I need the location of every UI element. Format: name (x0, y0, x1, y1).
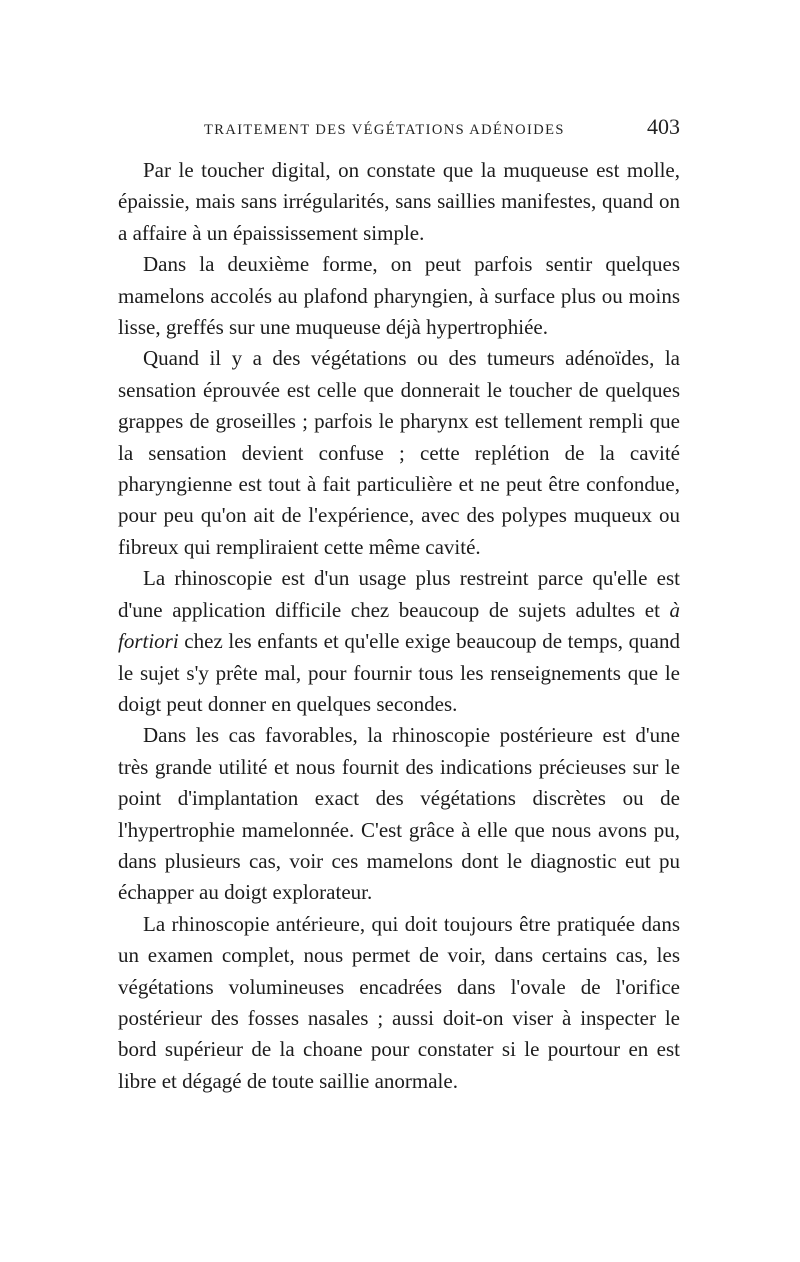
paragraph-3: Quand il y a des végétations ou des tumeurs adénoïdes, la sensation éprouvée est celle que donnerait le toucher de quelques grappes de groseilles ; parfois le pharynx est tellement rempli que la sensation devient confuse ; cette replétion de la cavité pharyngienne est tout à fait particulière et ne peut être confondue, pour peu qu'on ait de l'expérience, avec des polypes muqueux ou fibreux qui rempliraient cette même cavité. (118, 346, 680, 559)
paragraph-4 (118, 563, 680, 720)
paragraph-4-text-before: La rhinoscopie est d'un usage plus restreint parce qu'elle est d'une application difficile chez beaucoup de sujets adultes et (118, 566, 680, 622)
paragraph-4-italic: à fortiori (118, 597, 680, 654)
paragraph-6: La rhinoscopie antérieure, qui doit toujours être pratiquée dans un examen complet, nous permet de voir, dans certains cas, les végétations volumineuses encadrées dans l'ovale de l'orifice postérieur des fosses nasales ; aussi doit-on viser à inspecter le bord supérieur de la choane pour constater si le pourtour en est libre et dégagé de toute saillie anormale. (118, 911, 680, 1093)
running-head (118, 114, 680, 144)
paragraph-2: Dans la deuxième forme, on peut parfois sentir quelques mamelons accolés au plafond pharyngien, à surface plus ou moins lisse, greffés sur une muqueuse déjà hypertrophiée. (118, 252, 680, 340)
paragraph-1: Par le toucher digital, on constate que la muqueuse est molle, épaissie, mais sans irrégularités, sans saillies manifestes, quand on a affaire à un épaississement simple. (118, 158, 680, 245)
paragraph-5: Dans les cas favorables, la rhinoscopie postérieure est d'une très grande utilité et nous fournit des indications précieuses sur le point d'implantation exact des végétations discrètes ou de l'hypertrophie mamelonnée. C'est grâce à elle que nous avons pu, dans plusieurs cas, voir ces mamelons dont le diagnostic eut pu échapper au doigt explorateur. (118, 723, 680, 905)
paragraph-4-text-after: chez les enfants et qu'elle exige beaucoup de temps, quand le sujet s'y prête mal, pour fournir tous les renseignements que le doigt peut donner en quelques secondes. (118, 629, 680, 716)
page-number: 403 (647, 114, 680, 139)
running-head-title: TRAITEMENT DES VÉGÉTATIONS ADÉNOIDES (204, 122, 565, 138)
body-text (118, 155, 680, 1097)
